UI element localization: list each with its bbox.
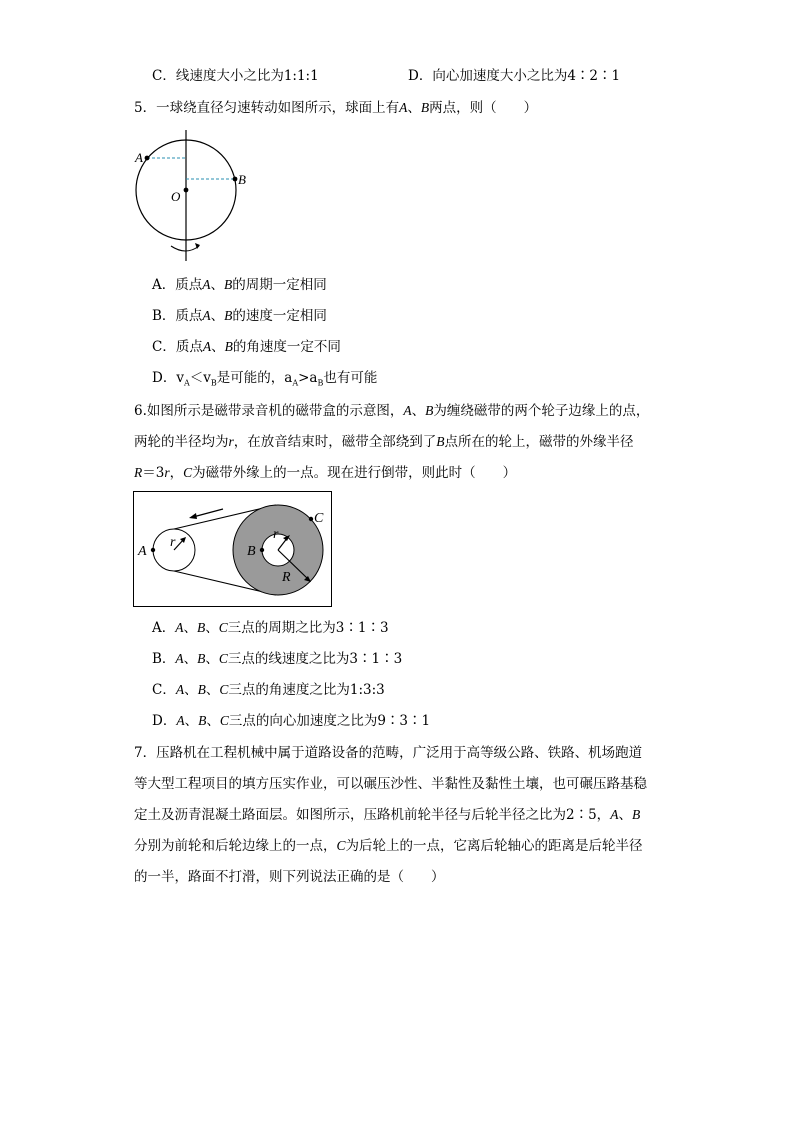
label-o: O: [171, 189, 181, 204]
rotation-arrow: [171, 246, 199, 251]
label-a: A: [138, 544, 147, 559]
q6-stem-line2: 两轮的半径均为r，在放音结束时，磁带全部绕到了B点所在的轮上，磁带的外缘半径: [134, 434, 634, 450]
point-a-dot: [145, 156, 150, 161]
q5-option-b: B．质点A、B的速度一定相同: [152, 308, 327, 324]
q6-option-b: B．A、B、C三点的线速度之比为3∶1∶3: [152, 651, 403, 667]
label-a: A: [135, 150, 143, 165]
q7-line3: 定土及沥青混凝土路面层。如图所示，压路机前轮半径与后轮半径之比为2∶5，A、B: [134, 807, 641, 823]
q5-option-d: D．$v_A<v_B$是可能的，$a_A>a_B$也有可能: [152, 370, 378, 388]
label-r-hub: r: [273, 527, 279, 542]
point-b-dot: [260, 548, 264, 552]
q5-stem: 5．一球绕直径匀速转动如图所示，球面上有A、B两点，则（ ）: [134, 100, 538, 116]
label-R: R: [282, 570, 291, 585]
label-b: B: [238, 172, 246, 187]
q6-option-d: D．A、B、C三点的向心加速度之比为9∶3∶1: [152, 713, 431, 729]
q5-option-a: A．质点A、B的周期一定相同: [152, 277, 327, 293]
q4-option-c: C．线速度大小之比为1:1:1: [152, 68, 319, 84]
point-c-dot: [309, 517, 313, 521]
point-a-dot: [151, 548, 155, 552]
q6-stem-line3: R＝3r，C为磁带外缘上的一点。现在进行倒带，则此时（ ）: [134, 465, 517, 481]
q5-sphere-figure: [125, 128, 255, 268]
point-b-dot: [233, 177, 238, 182]
label-b: B: [247, 544, 256, 559]
label-c: C: [314, 511, 324, 526]
label-r-small: r: [170, 535, 176, 550]
q7-line2: 等大型工程项目的填方压实作业，可以碾压沙性、半黏性及黏性土壤，也可碾压路基稳: [134, 776, 647, 792]
q7-line1: 7．压路机在工程机械中属于道路设备的范畴，广泛用于高等级公路、铁路、机场跑道: [134, 745, 643, 761]
q7-line5: 的一半，路面不打滑，则下列说法正确的是（ ）: [134, 869, 445, 885]
q6-option-c: C．A、B、C三点的角速度之比为1:3:3: [152, 682, 385, 698]
q6-stem-line1: 6.如图所示是磁带录音机的磁带盒的示意图，A、B为缠绕磁带的两个轮子边缘上的点，: [134, 403, 650, 419]
q4-option-d: D．向心加速度大小之比为4∶2∶1: [408, 68, 621, 84]
q6-cassette-figure: [133, 491, 333, 608]
q7-line4: 分别为前轮和后轮边缘上的一点，C为后轮上的一点，它离后轮轴心的距离是后轮半径: [134, 838, 643, 854]
q5-option-c: C．质点A、B的角速度一定不同: [152, 339, 341, 355]
q6-option-a: A．A、B、C三点的周期之比为3∶1∶3: [152, 620, 389, 636]
center-o-dot: [184, 188, 189, 193]
